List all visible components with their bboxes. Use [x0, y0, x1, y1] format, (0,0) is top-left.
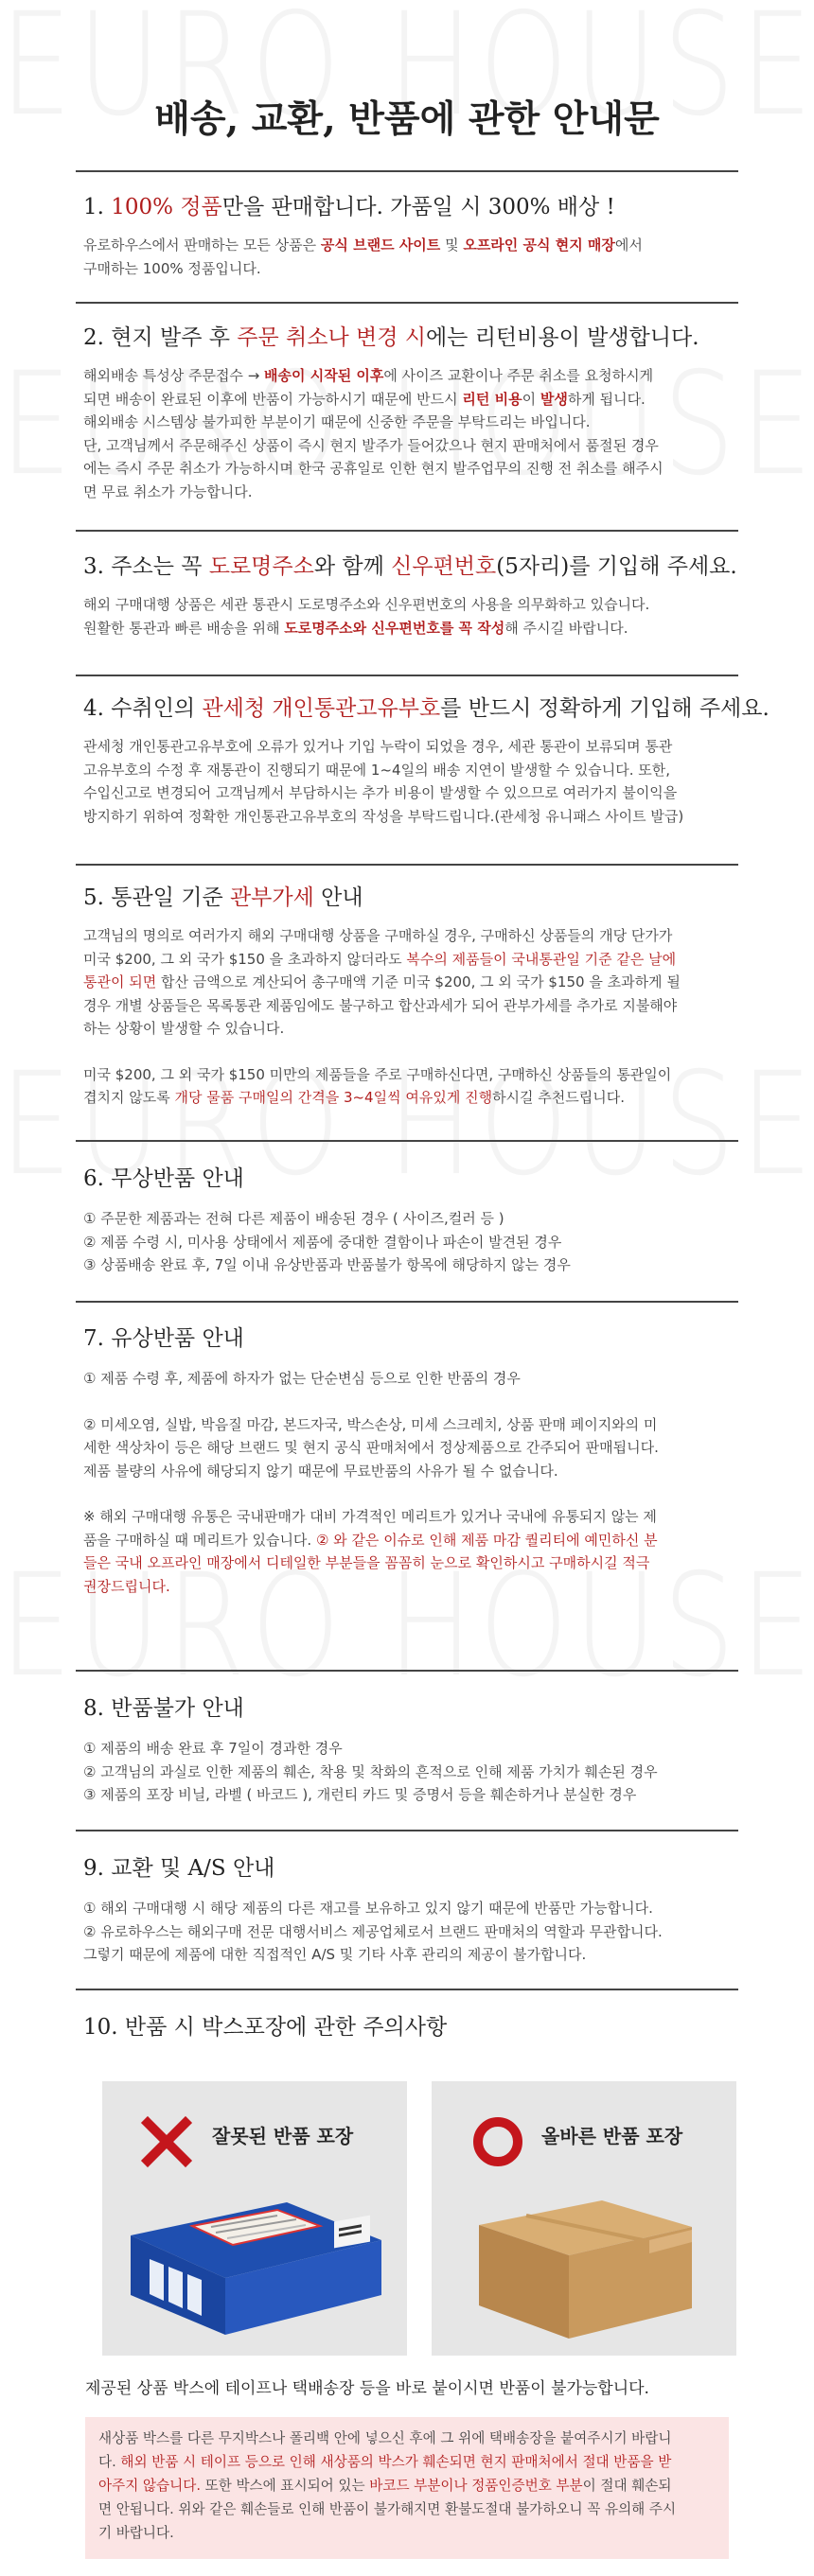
section-text: 미국 $200, 그 외 국가 $150 미만의 제품들을 주로 구매하신다면, 구매하신 상품들의 통관일이 겹치지 않도록 개당 물품 구매일의 간격을 3~4일씩 여유있게 진행하시길 추천드립니다. — [83, 1065, 672, 1106]
section-text: 해외배송 특성상 주문접수 → 배송이 시작된 이후에 사이즈 교환이나 주문 취소를 요청하시게 되면 배송이 완료된 이후에 반품이 가능하시기 때문에 반드시 리턴 비용이 발생하게 됩니다. 해외배송 시스템상 불가피한 부분이기 때문에 신중한 주문을 부탁드리는 바입니다. 단, 고객님께서 주문해주신 상품이 즉시 현지 발주가 들어갔으나 현지 판매처에서 품절된 경우 에는 즉시 주문 취소가 가능하시며 한국 공휴일로 인한 현지 발주업무의 진행 전 취소를 해주시 면 무료 취소가 가능합니다. — [83, 367, 664, 500]
section-text: ② 미세오염, 실밥, 박음질 마감, 본드자국, 박스손상, 미세 스크레치, 상품 판매 페이지와의 미 세한 색상차이 등은 해당 브랜드 및 현지 공식 판매처에서 정상제품으로 간주되어 판매됩니다. 제품 불량의 사유에 해당되지 않기 때문에 무료반품의 사유가 될 수 없습니다. — [83, 1415, 659, 1480]
section-no-return — [83, 1691, 736, 1807]
section-text: ① 주문한 제품과는 전혀 다른 제품이 배송된 경우 ( 사이즈,컬러 등 ) ② 제품 수령 시, 미사용 상태에서 제품에 중대한 결함이나 파손이 발견된 경우 ③ 상품배송 완료 후, 7일 이내 유상반품과 반품불가 항목에 해당하지 않는 경우 — [83, 1210, 571, 1273]
packing-notice-box — [85, 2417, 729, 2559]
section-text: ① 해외 구매대행 시 해당 제품의 다른 재고를 보유하고 있지 않기 때문에 반품만 가능합니다. ② 유로하우스는 해외구매 전문 대행서비스 제공업체로서 브랜드 판매처의 역할과 무관합니다. 그렇기 때문에 제품에 대한 직접적인 A/S 및 기타 사후 관리의 제공이 불가합니다. — [83, 1900, 663, 1963]
section-text: 관세청 개인통관고유부호에 오류가 있거나 기입 누락이 되었을 경우, 세관 통관이 보류되며 통관 고유부호의 수정 후 재통관이 진행되기 때문에 1~4일의 배송 지연이 발생할 수 있습니다. 또한, 수입신고로 변경되어 고객님께서 부담하시는 추가 비용이 발생할 수 있으므로 여러가지 불이익을 방지하기 위하여 정확한 개인통관고유부호의 작성을 부탁드립니다.(관세청 유니패스 사이트 발급) — [83, 738, 684, 825]
packing-caption: 제공된 상품 박스에 테이프나 택배송장 등을 바로 붙이시면 반품이 불가능합니다. — [85, 2379, 649, 2398]
section-title: 4. 수취인의 관세청 개인통관고유부호를 반드시 정확하게 기입해 주세요. — [83, 696, 770, 721]
section-customs-code — [83, 691, 770, 828]
section-title: 3. 주소는 꼭 도로명주소와 함께 신우편번호(5자리)를 기입해 주세요. — [83, 554, 737, 579]
page-title: 배송, 교환, 반품에 관한 안내문 — [154, 97, 660, 141]
divider — [76, 530, 738, 532]
section-title: 7. 유상반품 안내 — [83, 1326, 244, 1351]
x-mark-icon — [140, 2115, 193, 2168]
divider — [76, 675, 738, 676]
section-cancel-fee — [83, 320, 736, 503]
section-genuine — [83, 189, 736, 280]
section-text: ① 제품 수령 후, 제품에 하자가 없는 단순변심 등으로 인한 반품의 경우 — [83, 1370, 521, 1387]
section-title: 9. 교환 및 A/S 안내 — [83, 1856, 275, 1881]
section-title: 5. 통관일 기준 관부가세 안내 — [83, 885, 363, 910]
divider — [76, 1670, 738, 1672]
shoebox-with-tape-image — [121, 2193, 391, 2344]
section-exchange-as — [83, 1850, 736, 1967]
divider — [76, 1140, 738, 1142]
section-title: 6. 무상반품 안내 — [83, 1166, 244, 1191]
divider — [76, 1830, 738, 1831]
section-title: 8. 반품불가 안내 — [83, 1696, 244, 1721]
section-paid-return — [83, 1321, 736, 1598]
notice-text: 새상품 박스를 다른 무지박스나 폴리백 안에 넣으신 후에 그 위에 택배송장을 붙여주시기 바랍니 다. 해외 반품 시 테이프 등으로 인해 새상품의 박스가 훼손되면 현지 판매처에서 절대 반품을 받 아주지 않습니다. 또한 박스에 표시되어 있는 바코드 부분이나 정품인증번호 부분이 절대 훼손되 면 안됩니다. 위와 같은 훼손들로 인해 반품이 불가해지면 환불도절대 불가하오니 꼭 유의해 주시 기 바랍니다. — [98, 2430, 677, 2541]
wrong-packing-card — [102, 2081, 407, 2356]
section-text: 유로하우스에서 판매하는 모든 상품은 공식 브랜드 사이트 및 오프라인 공식 현지 매장에서 구매하는 100% 정품입니다. — [83, 237, 643, 277]
section-duty-tax — [83, 880, 736, 1110]
right-packing-card — [432, 2081, 736, 2356]
section-text: 고객님의 명의로 여러가지 해외 구매대행 상품을 구매하실 경우, 구매하신 상품들의 개당 단가가 미국 $200, 그 외 국가 $150 을 초과하지 않더라도 복수의 제품들이 국내통관일 기준 같은 날에 통관이 되면 합산 금액으로 계산되어 총구매액 기준 미국 $200, 그 외 국가 $150 을 초과하게 될 경우 개별 상품들은 목록통관 제품임에도 불구하고 합산과세가 되어 관부가세를 추가로 지불해야 하는 상황이 발생할 수 있습니다. — [83, 927, 681, 1037]
right-packing-label: 올바른 반품 포장 — [541, 2125, 683, 2147]
divider — [76, 1989, 738, 1990]
divider — [76, 170, 738, 172]
section-title: 2. 현지 발주 후 주문 취소나 변경 시에는 리턴비용이 발생합니다. — [83, 325, 699, 350]
circle-mark-icon — [471, 2115, 524, 2168]
section-free-return — [83, 1161, 736, 1277]
section-text: 해외 구매대행 상품은 세관 통관시 도로명주소와 신우편번호의 사용을 의무화하고 있습니다. 원활한 통관과 빠른 배송을 위해 도로명주소와 신우편번호를 꼭 작성해 주시길 바랍니다. — [83, 596, 650, 637]
section-address — [83, 549, 736, 640]
divider — [76, 1301, 738, 1303]
divider — [76, 864, 738, 866]
cardboard-box-image — [460, 2187, 711, 2348]
wrong-packing-label: 잘못된 반품 포장 — [212, 2125, 354, 2147]
section-title: 1. 100% 정품만을 판매합니다. 가품일 시 300% 배상 ! — [83, 195, 615, 219]
section-box-packing — [83, 2009, 736, 2041]
divider — [76, 302, 738, 304]
section-text: ※ 해외 구매대행 유통은 국내판매가 대비 가격적인 메리트가 있거나 국내에 유통되지 않는 제 품을 구매하실 때 메리트가 있습니다. ② 와 같은 이슈로 인해 제품 마감 퀄리티에 예민하신 분 들은 국내 오프라인 매장에서 디테일한 부분들을 꼼꼼히 눈으로 확인하시고 구매하시길 적극 권장드립니다. — [83, 1508, 658, 1595]
section-text: ① 제품의 배송 완료 후 7일이 경과한 경우 ② 고객님의 과실로 인한 제품의 훼손, 착용 및 착화의 흔적으로 인해 제품 가치가 훼손된 경우 ③ 제품의 포장 비닐, 라벨 ( 바코드 ), 개런티 카드 및 증명서 등을 훼손하거나 분실한 경우 — [83, 1740, 658, 1803]
section-title: 10. 반품 시 박스포장에 관한 주의사항 — [83, 2015, 448, 2040]
